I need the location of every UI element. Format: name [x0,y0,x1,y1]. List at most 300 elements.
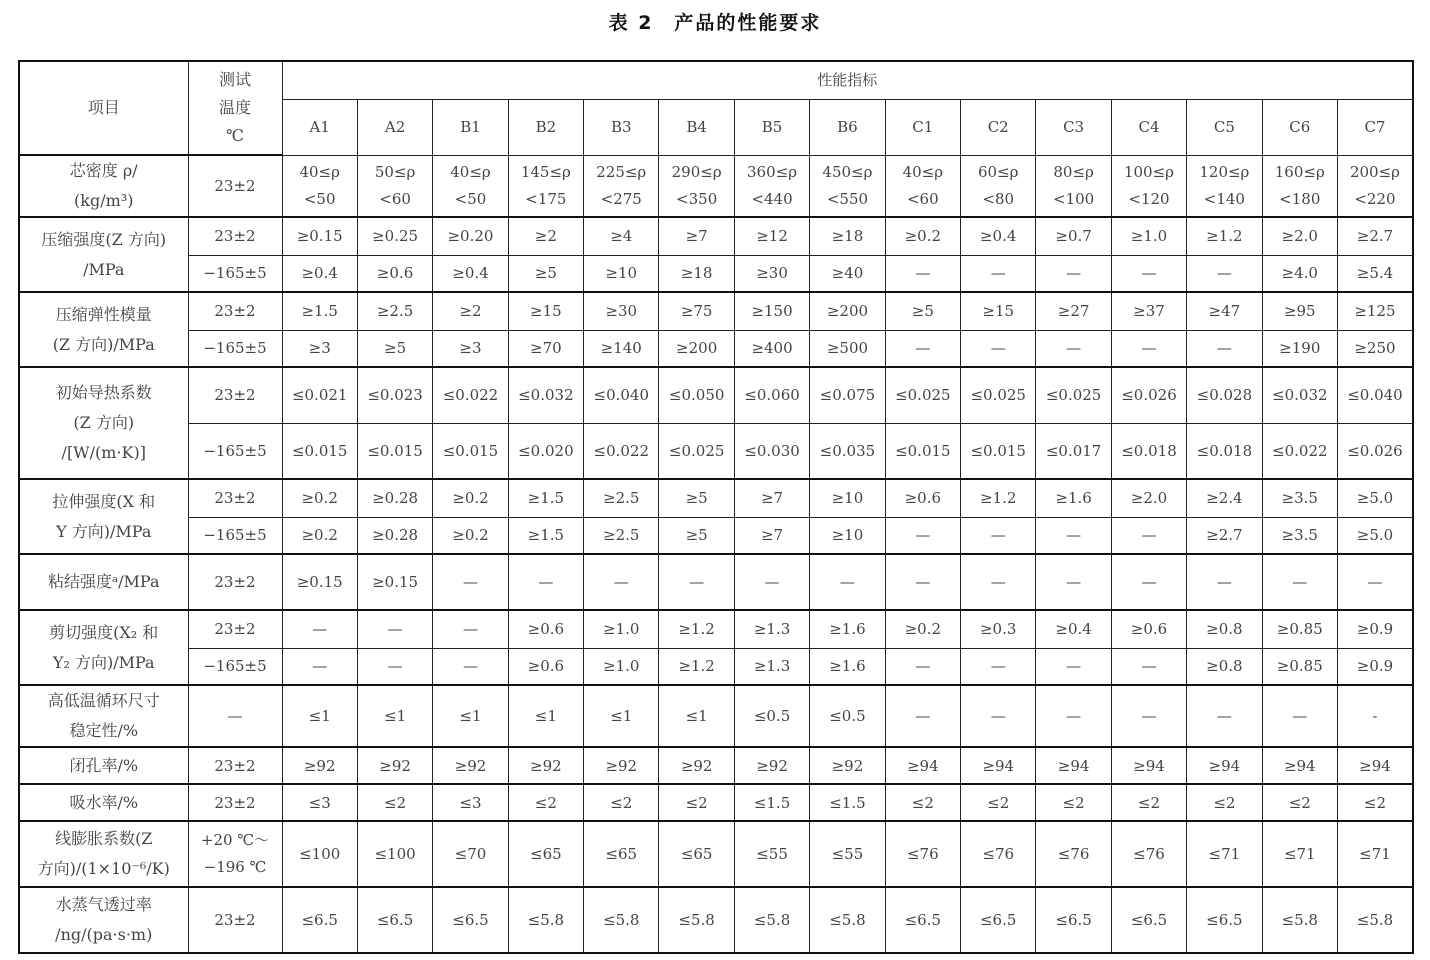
property-label [19,685,188,747]
property-label-line: 稳定性/% [69,721,139,740]
value-cell: ≤6.5 [282,887,357,953]
value-cell: — [961,554,1036,610]
value-cell: ≥94 [1036,747,1111,784]
value-cell: ≥0.15 [357,554,432,610]
value-cell: — [1111,685,1186,747]
value-cell: ≥400 [734,330,809,367]
value-cell: ≥18 [810,217,885,255]
value-cell: — [659,554,734,610]
value-cell: ≤5.8 [508,887,583,953]
value-cell: ≥0.4 [433,255,508,292]
grade-header-c7: C7 [1337,99,1413,155]
value-cell: ≥5 [885,292,960,330]
table-row [19,217,1413,255]
value-cell: 145≤ρ <175 [508,155,583,217]
value-cell: ≤1 [659,685,734,747]
value-cell: ≤1 [433,685,508,747]
value-cell: ≥0.4 [1036,610,1111,648]
value-cell: ≥30 [584,292,659,330]
value-cell: — [357,648,432,685]
value-cell: ≤1 [584,685,659,747]
value-cell: ≥1.5 [508,517,583,554]
value-cell: ≥10 [810,517,885,554]
value-cell: ≤5.8 [810,887,885,953]
value-cell: ≤100 [282,821,357,887]
grade-header-c3: C3 [1036,99,1111,155]
value-cell: — [433,610,508,648]
value-cell: ≥125 [1337,292,1413,330]
property-label-line: Y₂ 方向)/MPa [52,652,155,672]
value-cell: ≤0.060 [734,367,809,423]
value-cell: ≥0.2 [282,479,357,517]
value-cell: ≥15 [508,292,583,330]
value-cell: ≥1.6 [810,610,885,648]
grade-header-b5: B5 [734,99,809,155]
value-cell: — [1036,685,1111,747]
value-cell: — [1036,648,1111,685]
value-cell: ≥0.2 [885,217,960,255]
table-row [19,821,1413,887]
property-label [19,610,188,685]
value-cell: ≥70 [508,330,583,367]
grade-header-c5: C5 [1187,99,1262,155]
value-cell: — [1036,517,1111,554]
table-row [19,292,1413,330]
value-cell: ≤0.025 [961,367,1036,423]
value-cell: ≥95 [1262,292,1337,330]
value-cell: 50≤ρ <60 [357,155,432,217]
test-temperature-cell: 23±2 [188,292,282,330]
value-cell: ≥12 [734,217,809,255]
property-label [19,821,188,887]
value-cell: ≥1.6 [1036,479,1111,517]
value-cell: ≥200 [659,330,734,367]
value-cell: — [885,554,960,610]
value-cell: — [885,648,960,685]
value-cell: ≤71 [1337,821,1413,887]
value-cell: — [508,554,583,610]
value-cell: ≤2 [1036,784,1111,821]
value-cell: ≤65 [659,821,734,887]
grade-header-b4: B4 [659,99,734,155]
value-cell: ≥92 [584,747,659,784]
value-cell: ≤71 [1187,821,1262,887]
value-cell: ≥15 [961,292,1036,330]
value-cell: ≥1.3 [734,648,809,685]
property-label [19,292,188,367]
value-cell: ≤5.8 [1337,887,1413,953]
value-cell: — [1187,330,1262,367]
value-cell: ≥0.15 [282,217,357,255]
value-cell: ≤2 [357,784,432,821]
value-cell: ≥5 [659,479,734,517]
value-cell: ≥0.85 [1262,648,1337,685]
value-cell: — [1036,330,1111,367]
value-cell: ≥37 [1111,292,1186,330]
property-label [19,887,188,953]
property-label [19,784,188,821]
value-cell: ≥0.8 [1187,610,1262,648]
property-group [19,821,1413,887]
value-cell: ≥0.6 [508,610,583,648]
value-cell: ≥0.28 [357,479,432,517]
value-cell: ≥0.2 [433,517,508,554]
value-cell: ≥1.0 [584,610,659,648]
value-cell: ≥0.28 [357,517,432,554]
property-group [19,479,1413,554]
value-cell: ≤2 [584,784,659,821]
value-cell: — [961,255,1036,292]
property-label-line: 粘结强度ᵃ/MPa [47,572,160,591]
header-temp-line: 测试 [218,70,251,89]
value-cell: ≥0.2 [433,479,508,517]
grade-header-b1: B1 [433,99,508,155]
value-cell: ≥1.0 [1111,217,1186,255]
value-cell: ≥94 [1187,747,1262,784]
value-cell: ≤5.8 [659,887,734,953]
value-cell: ≥0.6 [357,255,432,292]
value-cell: ≥0.6 [1111,610,1186,648]
table-row [19,610,1413,648]
value-cell: ≥150 [734,292,809,330]
value-cell: ≤0.023 [357,367,432,423]
value-cell: ≥1.3 [734,610,809,648]
value-cell: ≤0.015 [357,423,432,479]
table-row [19,255,1413,292]
value-cell: ≤55 [734,821,809,887]
property-label-line: 闭孔率/% [69,755,139,775]
value-cell: ≥30 [734,255,809,292]
value-cell: ≥2.5 [584,479,659,517]
value-cell: ≥0.6 [508,648,583,685]
value-cell: ≥0.9 [1337,648,1413,685]
value-cell: ≥3.5 [1262,479,1337,517]
value-cell: ≥190 [1262,330,1337,367]
test-temperature-cell: −165±5 [188,517,282,554]
value-cell: ≥2.0 [1111,479,1186,517]
value-cell: ≤2 [1337,784,1413,821]
value-cell: ≤100 [357,821,432,887]
value-cell: ≥3.5 [1262,517,1337,554]
value-cell: ≤5.8 [1262,887,1337,953]
value-cell: — [961,648,1036,685]
value-cell: ≤76 [1036,821,1111,887]
test-temperature-cell: −165±5 [188,330,282,367]
value-cell: ≥0.15 [282,554,357,610]
value-cell: ≥1.5 [282,292,357,330]
value-cell: — [433,554,508,610]
value-cell: ≥2.7 [1337,217,1413,255]
value-cell: ≤6.5 [885,887,960,953]
value-cell: ≤0.025 [1036,367,1111,423]
test-temperature-cell: 23±2 [188,554,282,610]
value-cell: ≥0.4 [961,217,1036,255]
test-temperature-cell: 23±2 [188,784,282,821]
property-group [19,610,1413,685]
value-cell: ≤76 [961,821,1036,887]
grade-header-b3: B3 [584,99,659,155]
value-cell: — [282,610,357,648]
value-cell: — [1262,685,1337,747]
value-cell: — [1036,255,1111,292]
table-row [19,155,1413,217]
value-cell: ≥10 [810,479,885,517]
test-temperature-cell: 23±2 [188,887,282,953]
grade-header-c6: C6 [1262,99,1337,155]
value-cell: ≤1.5 [810,784,885,821]
property-label-line: (Z 方向)/MPa [52,334,155,354]
value-cell: ≥2.5 [584,517,659,554]
value-cell: ≤0.5 [734,685,809,747]
value-cell: ≤0.018 [1187,423,1262,479]
table-row [19,367,1413,423]
property-label-line: (kg/m³) [74,191,134,210]
value-cell: ≤0.022 [433,367,508,423]
value-cell: — [1111,554,1186,610]
value-cell: 40≤ρ <60 [885,155,960,217]
test-temperature-cell: 23±2 [188,367,282,423]
test-temperature-cell: — [188,685,282,747]
value-cell: 40≤ρ <50 [433,155,508,217]
value-cell: — [282,648,357,685]
value-cell: ≥0.2 [885,610,960,648]
value-cell: ≤6.5 [1036,887,1111,953]
property-label-line: 压缩弹性模量 [55,304,152,324]
value-cell: 160≤ρ <180 [1262,155,1337,217]
table-row [19,423,1413,479]
value-cell: ≥5 [357,330,432,367]
value-cell: ≤5.8 [584,887,659,953]
value-cell: 450≤ρ <550 [810,155,885,217]
value-cell: ≥7 [734,479,809,517]
value-cell: — [433,648,508,685]
value-cell: ≥92 [508,747,583,784]
property-label-line: 压缩强度(Z 方向) [41,229,167,249]
value-cell: ≥250 [1337,330,1413,367]
value-cell: ≤2 [1111,784,1186,821]
value-cell: ≥0.8 [1187,648,1262,685]
value-cell: ≥2 [508,217,583,255]
value-cell: ≤0.015 [282,423,357,479]
value-cell: ≤0.025 [885,367,960,423]
value-cell: ≥2.0 [1262,217,1337,255]
value-cell: ≤2 [508,784,583,821]
grade-header-a2: A2 [357,99,432,155]
table-row [19,685,1413,747]
grade-header-c1: C1 [885,99,960,155]
value-cell: ≥94 [1337,747,1413,784]
property-label [19,554,188,610]
header-temp-line: 温度 [218,98,251,117]
property-label-line: /MPa [83,259,125,279]
value-cell: — [885,255,960,292]
value-cell: ≤2 [1187,784,1262,821]
value-cell: ≥7 [734,517,809,554]
value-cell: ≤5.8 [734,887,809,953]
value-cell: ≤2 [1262,784,1337,821]
value-cell: — [1187,255,1262,292]
value-cell: 60≤ρ <80 [961,155,1036,217]
test-temperature-cell: −165±5 [188,255,282,292]
property-label [19,747,188,784]
value-cell: ≤2 [961,784,1036,821]
property-label-line: 剪切强度(X₂ 和 [49,622,159,642]
value-cell: ≤2 [659,784,734,821]
table-caption: 表 2 产品的性能要求 [608,12,822,34]
value-cell: ≤70 [433,821,508,887]
value-cell: ≤0.035 [810,423,885,479]
value-cell: ≤0.075 [810,367,885,423]
value-cell: ≤0.015 [433,423,508,479]
property-group [19,887,1413,953]
header-test-temperature [188,61,282,155]
test-temperature-cell: 23±2 [188,610,282,648]
property-label-line: 拉伸强度(X 和 [52,491,156,511]
table-row [19,648,1413,685]
value-cell: ≥3 [282,330,357,367]
value-cell: ≥0.7 [1036,217,1111,255]
value-cell: 225≤ρ <275 [584,155,659,217]
property-label [19,479,188,554]
value-cell: ≥92 [810,747,885,784]
value-cell: ≤0.040 [584,367,659,423]
value-cell: ≥2.5 [357,292,432,330]
value-cell: ≤0.022 [584,423,659,479]
property-label [19,217,188,292]
value-cell: ≤0.032 [508,367,583,423]
property-group [19,554,1413,610]
value-cell: ≥5 [508,255,583,292]
property-label-line: 初始导热系数 [55,383,152,402]
value-cell: 120≤ρ <140 [1187,155,1262,217]
property-group [19,217,1413,292]
header-temp-line: ℃ [226,126,244,145]
value-cell: ≤0.026 [1337,423,1413,479]
value-cell: — [1187,554,1262,610]
value-cell: ≤3 [433,784,508,821]
table-row [19,554,1413,610]
value-cell: ≥10 [584,255,659,292]
value-cell: ≥2.4 [1187,479,1262,517]
value-cell: ≤0.028 [1187,367,1262,423]
value-cell: ≥1.5 [508,479,583,517]
table-row [19,330,1413,367]
value-cell: ≥0.6 [885,479,960,517]
value-cell: ≥94 [961,747,1036,784]
value-cell: — [1036,554,1111,610]
grade-header-b2: B2 [508,99,583,155]
value-cell: ≥0.3 [961,610,1036,648]
property-group [19,155,1413,217]
value-cell: 200≤ρ <220 [1337,155,1413,217]
value-cell: ≥500 [810,330,885,367]
test-temperature-cell: −165±5 [188,648,282,685]
value-cell: ≤0.015 [885,423,960,479]
value-cell: — [885,685,960,747]
value-cell: — [584,554,659,610]
value-cell: ≥0.2 [282,517,357,554]
test-temperature-cell: 23±2 [188,479,282,517]
value-cell: ≥5.0 [1337,517,1413,554]
value-cell: ≥5.0 [1337,479,1413,517]
value-cell: — [961,330,1036,367]
value-cell: 290≤ρ <350 [659,155,734,217]
value-cell: ≤0.030 [734,423,809,479]
value-cell: ≥92 [357,747,432,784]
value-cell: — [961,685,1036,747]
value-cell: ≤1 [357,685,432,747]
value-cell: ≥94 [885,747,960,784]
property-label-line: 吸水率/% [69,792,139,812]
value-cell: 40≤ρ <50 [282,155,357,217]
property-label-line: Y 方向)/MPa [56,521,152,541]
value-cell: ≥2 [433,292,508,330]
value-cell: — [885,330,960,367]
value-cell: ≤0.040 [1337,367,1413,423]
grade-header-c2: C2 [961,99,1036,155]
value-cell: ≤76 [1111,821,1186,887]
value-cell: ≤65 [584,821,659,887]
property-label [19,155,188,217]
table-row [19,517,1413,554]
value-cell: ≤1.5 [734,784,809,821]
value-cell: ≥92 [734,747,809,784]
value-cell: ≤6.5 [357,887,432,953]
value-cell: ≥18 [659,255,734,292]
value-cell: ≥5 [659,517,734,554]
value-cell: ≥0.25 [357,217,432,255]
value-cell: ≤0.021 [282,367,357,423]
value-cell: 100≤ρ <120 [1111,155,1186,217]
value-cell: - [1337,685,1413,747]
test-temperature-cell: +20 ℃～ −196 ℃ [188,821,282,887]
property-group [19,367,1413,479]
value-cell: — [1337,554,1413,610]
property-label-line: 方向)/(1×10⁻⁶/K) [37,859,170,878]
grade-header-b6: B6 [810,99,885,155]
property-label-line: /ng/(pa·s·m) [55,925,153,944]
property-label-line: (Z 方向) [73,413,135,432]
property-group [19,685,1413,747]
value-cell: ≥1.0 [584,648,659,685]
value-cell: ≥1.2 [961,479,1036,517]
test-temperature-cell: 23±2 [188,747,282,784]
value-cell: — [1111,517,1186,554]
value-cell: — [961,517,1036,554]
property-group [19,747,1413,784]
table-row [19,887,1413,953]
value-cell: 80≤ρ <100 [1036,155,1111,217]
value-cell: ≤0.017 [1036,423,1111,479]
value-cell: ≥1.2 [659,610,734,648]
table-row [19,784,1413,821]
value-cell: ≥3 [433,330,508,367]
value-cell: ≤0.018 [1111,423,1186,479]
property-label-line: 芯密度 ρ/ [69,161,138,180]
property-label-line: 水蒸气透过率 [55,895,152,914]
value-cell: ≤1 [282,685,357,747]
value-cell: — [885,517,960,554]
value-cell: ≤2 [885,784,960,821]
header-item: 项目 [19,61,188,155]
value-cell: ≥2.7 [1187,517,1262,554]
value-cell: ≥0.9 [1337,610,1413,648]
value-cell: ≥47 [1187,292,1262,330]
table-row [19,479,1413,517]
value-cell: ≥1.2 [659,648,734,685]
value-cell: ≥27 [1036,292,1111,330]
value-cell: ≤6.5 [433,887,508,953]
